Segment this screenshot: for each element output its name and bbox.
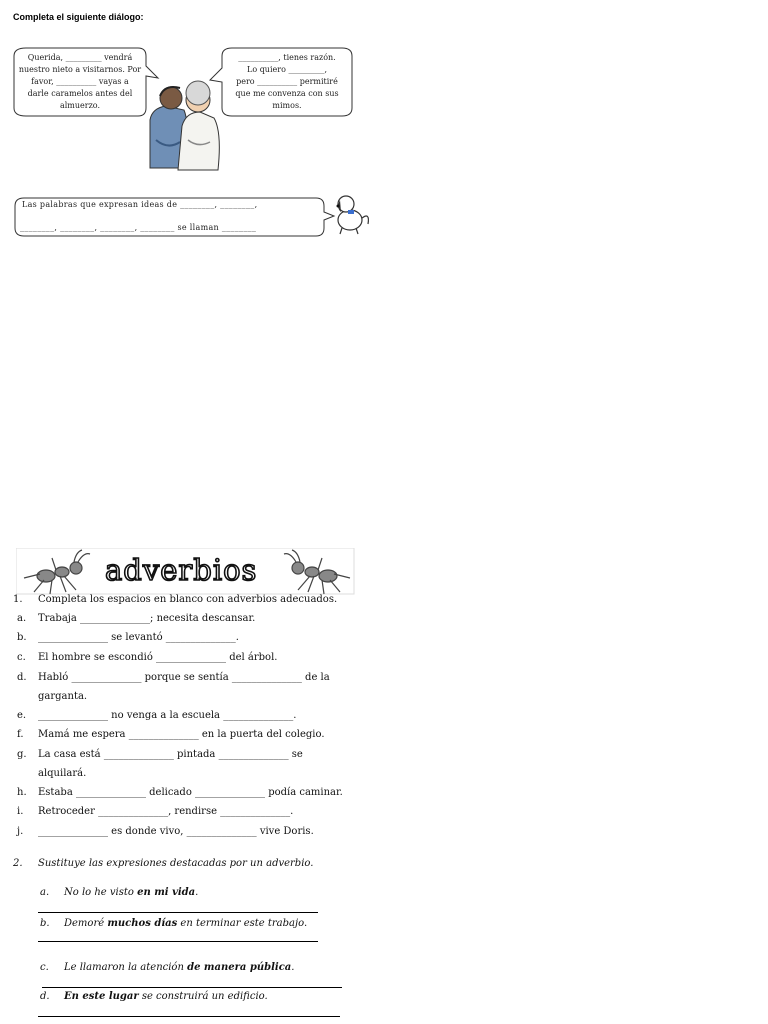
bubble-left-line: darle caramelos antes del xyxy=(27,89,133,98)
page-instruction: Completa el siguiente diálogo: xyxy=(13,12,144,22)
item-label: e. xyxy=(17,710,27,721)
bubble-right-line: mimos. xyxy=(272,101,302,110)
item-label: c. xyxy=(40,962,49,973)
bubble-right-line: que me convenza con sus xyxy=(235,89,339,98)
adverbios-title: adverbios xyxy=(105,553,258,587)
answer-line[interactable] xyxy=(38,912,318,913)
grandmother-figure xyxy=(178,81,219,170)
dog-figure xyxy=(337,196,369,234)
item-sentence xyxy=(64,962,294,973)
item-sentence xyxy=(64,887,198,898)
bubble-left-line: favor, __________ vayas a xyxy=(31,77,129,86)
exercise2-number: 2. xyxy=(13,858,23,869)
item-text: El hombre se escondió ______________ del árbol. xyxy=(38,652,278,663)
dialogue-illustration xyxy=(0,0,768,260)
item-sentence xyxy=(64,918,307,929)
sentence-post: . xyxy=(291,962,295,973)
item-label: c. xyxy=(17,652,26,663)
bubble-bottom-line-2: ________, ________, ________, ________ se llaman ________ xyxy=(20,223,257,232)
item-label: h. xyxy=(17,787,27,798)
sentence-highlight: en mi vida xyxy=(137,887,196,898)
item-label: g. xyxy=(17,749,27,760)
sentence-pre: No lo he visto xyxy=(64,887,138,898)
item-text: Habló ______________ porque se sentía ______________ de la xyxy=(38,672,330,683)
sentence-highlight: muchos días xyxy=(107,918,178,929)
item-label: j. xyxy=(17,826,24,837)
item-text: alquilará. xyxy=(38,768,87,779)
item-text: garganta. xyxy=(38,691,88,702)
item-text: ______________ es donde vivo, ______________ vive Doris. xyxy=(38,826,314,837)
item-label: a. xyxy=(40,887,50,898)
bubble-bottom-line-1: Las palabras que expresan ideas de ________, ________, xyxy=(22,200,258,209)
answer-line[interactable] xyxy=(42,987,342,988)
item-text: ______________ no venga a la escuela ______________. xyxy=(38,710,297,721)
item-text: La casa está ______________ pintada ______________ se xyxy=(38,749,303,760)
answer-line[interactable] xyxy=(38,1016,340,1017)
bubble-right-line: Lo quiero _________, xyxy=(247,65,327,74)
bubble-right-line: __________, tienes razón. xyxy=(238,53,336,62)
item-label: a. xyxy=(17,613,27,624)
sentence-highlight: de manera pública xyxy=(187,962,292,973)
item-text: Mamá me espera ______________ en la puerta del colegio. xyxy=(38,729,325,740)
item-text: ______________ se levantó ______________. xyxy=(38,632,239,643)
item-label: i. xyxy=(17,806,24,817)
exercise2-instruction: Sustituye las expresiones destacadas por un adverbio. xyxy=(38,858,314,869)
bubble-right-line: pero __________ permitiré xyxy=(236,77,338,86)
sentence-pre: Le llamaron la atención xyxy=(64,962,188,973)
exercise1-instruction: Completa los espacios en blanco con adverbios adecuados. xyxy=(38,594,338,605)
sentence-highlight: En este lugar xyxy=(64,991,139,1002)
item-sentence xyxy=(64,991,268,1002)
bubble-left-line: Querida, _________ vendrá xyxy=(27,53,133,62)
item-label: d. xyxy=(17,672,27,683)
bubble-left-text xyxy=(15,52,145,112)
item-label: b. xyxy=(17,632,27,643)
exercise1-number: 1. xyxy=(13,594,23,605)
item-label: f. xyxy=(17,729,24,740)
item-label: b. xyxy=(40,918,50,929)
bubble-left-line: nuestro nieto a visitarnos. Por xyxy=(18,65,142,74)
sentence-pre: Demoré xyxy=(64,918,108,929)
answer-line[interactable] xyxy=(38,941,318,942)
sentence-post: . xyxy=(195,887,199,898)
item-text: Retroceder ______________, rendirse ______________. xyxy=(38,806,294,817)
sentence-post: se construirá un edificio. xyxy=(138,991,268,1002)
item-label: d. xyxy=(40,991,50,1002)
sentence-post: en terminar este trabajo. xyxy=(177,918,308,929)
item-text: Trabaja ______________; necesita descansar. xyxy=(38,613,256,624)
bubble-right-text xyxy=(222,52,352,112)
bubble-left-line: almuerzo. xyxy=(59,101,101,110)
item-text: Estaba ______________ delicado ______________ podía caminar. xyxy=(38,787,343,798)
